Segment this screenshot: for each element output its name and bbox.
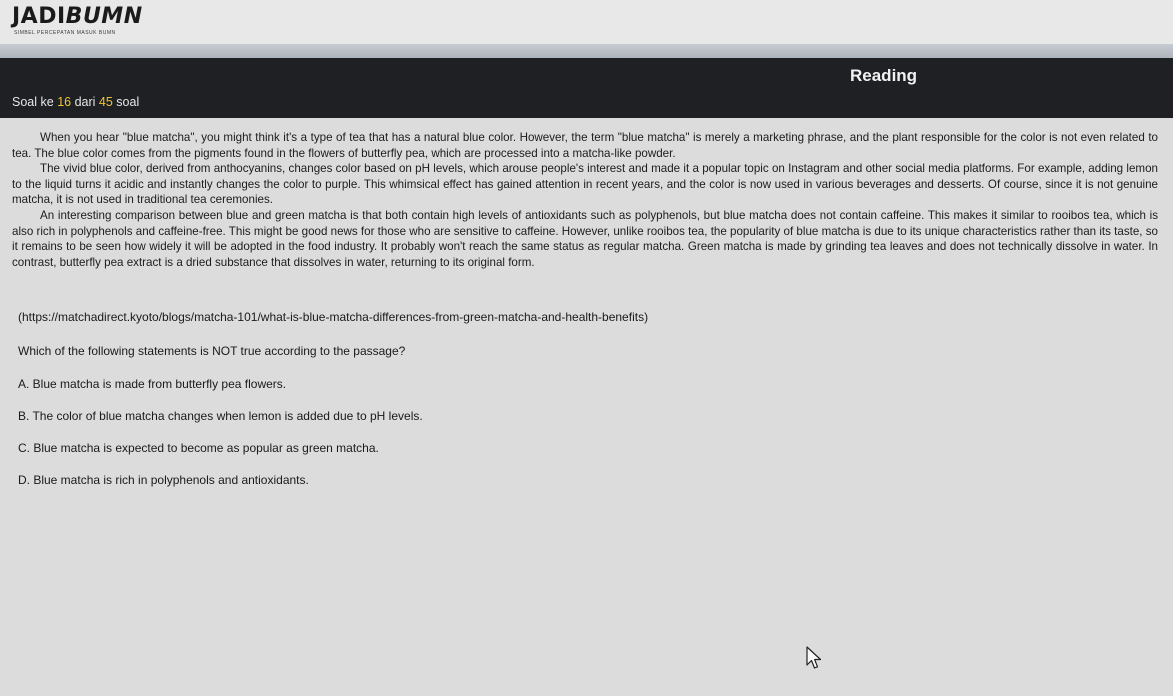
question-counter	[12, 95, 139, 109]
counter-mid: dari	[74, 95, 96, 109]
brand-tagline: SIMBEL PERCEPATAN MASUK BUMN	[14, 30, 116, 36]
option-b[interactable]: B. The color of blue matcha changes when lemon is added due to pH levels.	[18, 409, 423, 423]
option-d[interactable]: D. Blue matcha is rich in polyphenols and antioxidants.	[18, 473, 309, 487]
passage-source: (https://matchadirect.kyoto/blogs/matcha-101/what-is-blue-matcha-differences-from-green-matcha-and-health-benefits)	[18, 310, 649, 324]
counter-suffix: soal	[116, 95, 140, 109]
brand-logo[interactable]	[12, 4, 143, 29]
section-header	[0, 58, 1173, 118]
logo-text-jadi: JADI	[12, 4, 66, 29]
top-bar	[0, 0, 1173, 44]
passage-paragraph-2: The vivid blue color, derived from anthocyanins, changes color based on pH levels, which arouse people's interest and made it a popular topic on Instagram and other social media platforms. For example, adding lemon to the liquid turns it acidic and instantly changes the color to purple. This whimsical effect has gained attention in recent years, and the color is now used in various beverages and desserts. Of course, since it is not genuine matcha, it is not used in traditional tea ceremonies.	[12, 162, 1158, 207]
option-c[interactable]: C. Blue matcha is expected to become as popular as green matcha.	[18, 441, 379, 455]
mouse-cursor-icon	[806, 646, 822, 670]
option-a[interactable]: A. Blue matcha is made from butterfly pea flowers.	[18, 377, 287, 391]
reading-passage	[12, 130, 1158, 270]
passage-paragraph-3: An interesting comparison between blue and green matcha is that both contain high levels of antioxidants such as polyphenols, but blue matcha does not contain caffeine. This makes it similar to rooibos tea, which is also rich in polyphenols and caffeine-free. This might be good news for those who are sensitive to caffeine. However, unlike rooibos tea, the popularity of blue matcha is due to its unique characteristics rather than its taste, so it remains to be seen how widely it will be adopted in the food industry. It probably won't reach the same status as regular matcha. Green matcha is made by grinding tea leaves and does not technically dissolve in water. In contrast, butterfly pea extract is a dried substance that dissolves in water, returning to its original form.	[12, 208, 1158, 269]
logo-text-bumn: BUMN	[65, 4, 143, 29]
current-question-number: 16	[57, 95, 72, 109]
passage-paragraph-1: When you hear "blue matcha", you might think it's a type of tea that has a natural blue color. However, the term "blue matcha" is merely a marketing phrase, and the plant responsible for the color is not even related to tea. The blue color comes from the pigments found in the flowers of butterfly pea, which are processed into a matcha-like powder.	[12, 131, 1158, 160]
counter-prefix: Soal ke	[12, 95, 54, 109]
header-divider	[0, 44, 1173, 58]
question-text: Which of the following statements is NOT true according to the passage?	[18, 344, 406, 358]
total-questions: 45	[98, 95, 113, 109]
section-title: Reading	[850, 66, 918, 85]
